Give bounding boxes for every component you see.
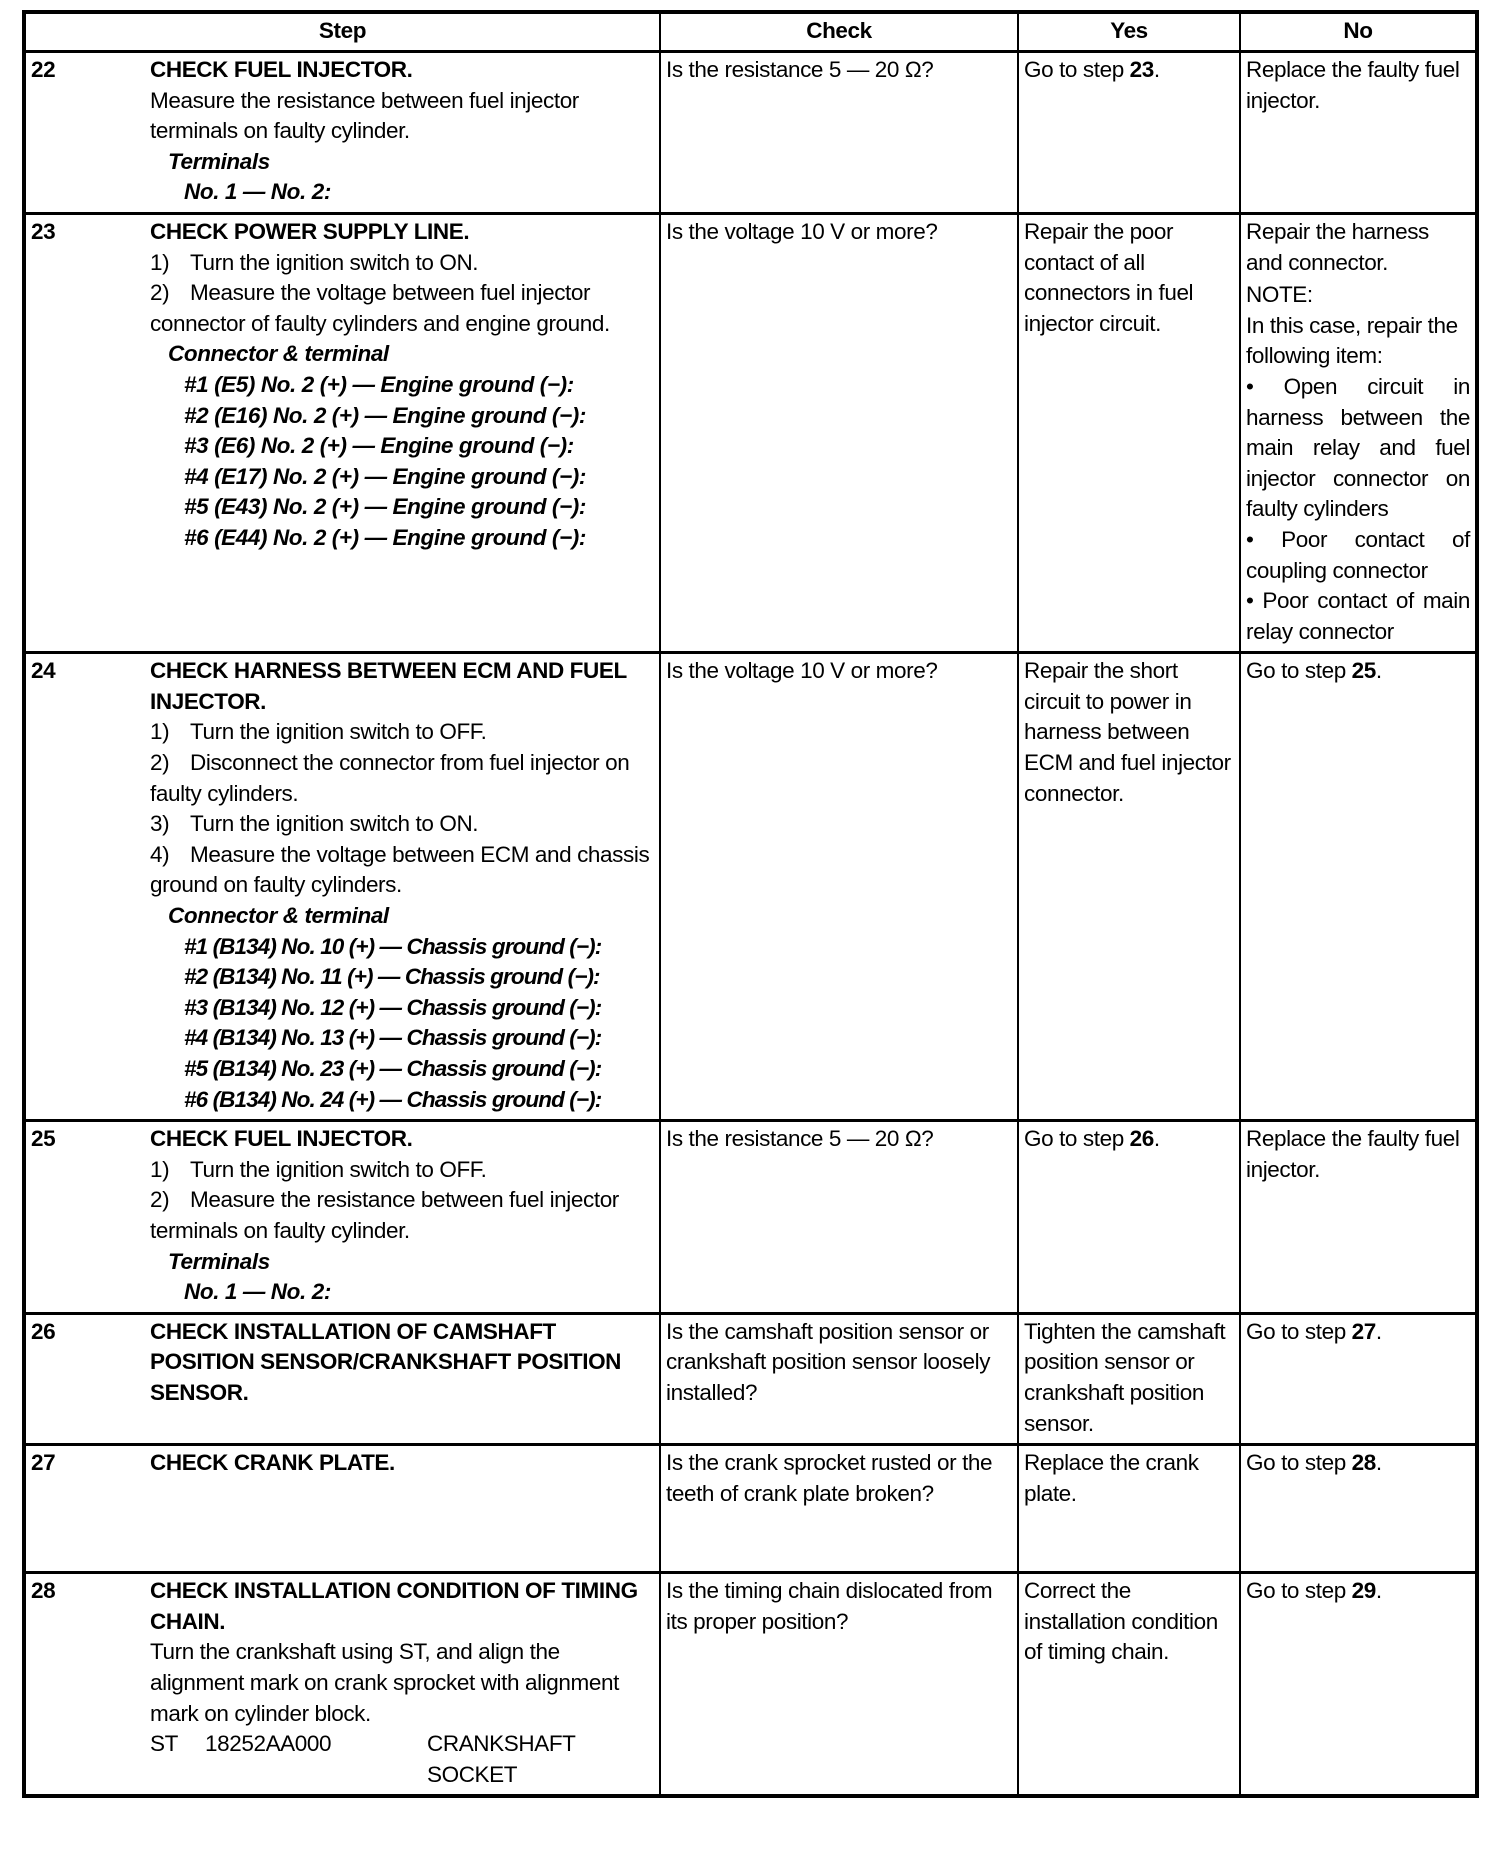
yes-cell: Repair the short circuit to power in harness between ECM and fuel injector connector. xyxy=(1018,653,1240,1121)
yes-cell xyxy=(1018,52,1240,214)
diagnostic-table xyxy=(22,10,1479,1798)
step-instruction-3: 3) Turn the ignition switch to ON. xyxy=(150,811,479,837)
table-row-step-25 xyxy=(24,1121,1477,1314)
yes-cell xyxy=(1018,1121,1240,1314)
step-title: CHECK POWER SUPPLY LINE. xyxy=(150,218,470,244)
check-cell: Is the crank sprocket rusted or the teeth of crank plate broken? xyxy=(660,1445,1018,1573)
step-instruction-2: 2) Measure the resistance between fuel injector terminals on faulty cylinder. xyxy=(150,1187,619,1243)
special-tool-part-number: 18252AA000 xyxy=(205,1731,332,1757)
step-cell xyxy=(24,653,660,1121)
connector-terminal-heading: Connector & terminal xyxy=(168,341,389,367)
table-row-step-22 xyxy=(24,52,1477,214)
step-instruction-1: 1) Turn the ignition switch to OFF. xyxy=(150,719,487,745)
step-number: 27 xyxy=(31,1450,56,1476)
step-ref-link[interactable]: 25 xyxy=(1351,658,1376,684)
terminals-heading: Terminals xyxy=(168,148,270,174)
connector-spec: #5 (E43) No. 2 (+) — Engine ground (−): xyxy=(184,494,586,520)
table-header-row xyxy=(24,12,1477,52)
table-row-step-28 xyxy=(24,1573,1477,1797)
connector-spec: #4 (B134) No. 13 (+) — Chassis ground (−): xyxy=(184,1025,602,1051)
check-cell: Is the resistance 5 — 20 Ω? xyxy=(660,52,1018,214)
no-text-end: . xyxy=(1375,1318,1382,1344)
no-text: Go to step xyxy=(1246,1450,1352,1476)
step-number: 28 xyxy=(31,1578,56,1604)
step-cell xyxy=(24,1313,660,1444)
terminal-spec: No. 1 — No. 2: xyxy=(184,179,331,205)
no-text-end: . xyxy=(1375,658,1382,684)
step-number: 23 xyxy=(31,218,56,244)
connector-spec: #2 (B134) No. 11 (+) — Chassis ground (−): xyxy=(184,964,600,990)
check-cell: Is the voltage 10 V or more? xyxy=(660,213,1018,652)
header-no: No xyxy=(1240,12,1477,52)
step-instruction: Turn the crankshaft using ST, and align the alignment mark on crank sprocket with alignment mark on cylinder block. xyxy=(150,1639,619,1726)
connector-spec: #1 (B134) No. 10 (+) — Chassis ground (−): xyxy=(184,933,602,959)
connector-spec: #4 (E17) No. 2 (+) — Engine ground (−): xyxy=(184,463,586,489)
step-title: CHECK FUEL INJECTOR. xyxy=(150,57,413,82)
step-ref-link[interactable]: 26 xyxy=(1129,1126,1154,1152)
step-title: CHECK FUEL INJECTOR. xyxy=(150,1126,413,1152)
connector-spec: #3 (E6) No. 2 (+) — Engine ground (−): xyxy=(184,433,574,459)
header-yes: Yes xyxy=(1018,12,1240,52)
step-ref-link[interactable]: 23 xyxy=(1129,57,1154,82)
check-cell: Is the voltage 10 V or more? xyxy=(660,653,1018,1121)
header-check: Check xyxy=(660,12,1018,52)
special-tool-code: ST xyxy=(150,1731,178,1757)
yes-text-end: . xyxy=(1153,57,1160,82)
step-instruction-4: 4) Measure the voltage between ECM and chassis ground on faulty cylinders. xyxy=(150,841,650,898)
step-title: CHECK INSTALLATION CONDITION OF TIMING CHAIN. xyxy=(150,1578,638,1634)
step-ref-link[interactable]: 27 xyxy=(1351,1318,1376,1344)
note-label: NOTE: xyxy=(1246,282,1313,308)
terminals-heading: Terminals xyxy=(168,1248,270,1274)
step-cell xyxy=(24,1573,660,1797)
step-instruction-2: 2) Measure the voltage between fuel injector connector of faulty cylinders and engine ground. xyxy=(150,280,610,336)
step-number: 26 xyxy=(31,1318,56,1344)
connector-spec: #6 (E44) No. 2 (+) — Engine ground (−): xyxy=(184,524,586,550)
step-cell xyxy=(24,213,660,652)
note-bullet: • Poor contact of coupling connector xyxy=(1246,526,1470,583)
yes-text: Go to step xyxy=(1024,1126,1130,1152)
step-instruction-2: 2) Disconnect the connector from fuel injector on faulty cylinders. xyxy=(150,750,630,806)
no-text: Go to step xyxy=(1246,1318,1352,1344)
step-number: 25 xyxy=(31,1126,56,1152)
no-text: Go to step xyxy=(1246,1578,1352,1604)
no-text-end: . xyxy=(1375,1578,1382,1604)
yes-cell: Replace the crank plate. xyxy=(1018,1445,1240,1573)
check-cell: Is the timing chain dislocated from its proper position? xyxy=(660,1573,1018,1797)
special-tool-name: CRANKSHAFT SOCKET xyxy=(427,1731,576,1787)
no-cell xyxy=(1240,1313,1477,1444)
no-action: Repair the harness and connector. xyxy=(1246,218,1429,275)
yes-text-end: . xyxy=(1153,1126,1160,1152)
no-cell xyxy=(1240,653,1477,1121)
step-cell xyxy=(24,1121,660,1314)
note-intro: In this case, repair the following item: xyxy=(1246,312,1458,369)
connector-spec: #1 (E5) No. 2 (+) — Engine ground (−): xyxy=(184,371,574,397)
no-cell xyxy=(1240,213,1477,652)
step-number: 22 xyxy=(31,57,56,82)
header-step: Step xyxy=(24,12,660,52)
step-instruction-1: 1) Turn the ignition switch to OFF. xyxy=(150,1156,487,1182)
connector-spec: #5 (B134) No. 23 (+) — Chassis ground (−): xyxy=(184,1056,602,1081)
connector-terminal-heading: Connector & terminal xyxy=(168,903,389,929)
step-title: CHECK HARNESS BETWEEN ECM AND FUEL INJECTOR. xyxy=(150,658,627,714)
note-bullet: • Open circuit in harness between the main relay and fuel injector connector on faulty cylinders xyxy=(1246,373,1470,522)
no-text: Go to step xyxy=(1246,658,1352,684)
table-row-step-24 xyxy=(24,653,1477,1121)
step-title: CHECK INSTALLATION OF CAMSHAFT POSITION SENSOR/CRANKSHAFT POSITION SENSOR. xyxy=(150,1318,622,1405)
no-cell: Replace the faulty fuel injector. xyxy=(1240,52,1477,214)
no-cell: Replace the faulty fuel injector. xyxy=(1240,1121,1477,1314)
yes-cell: Repair the poor contact of all connectors in fuel injector circuit. xyxy=(1018,213,1240,652)
step-ref-link[interactable]: 29 xyxy=(1351,1578,1376,1604)
yes-cell: Tighten the camshaft position sensor or crankshaft position sensor. xyxy=(1018,1313,1240,1444)
step-number: 24 xyxy=(31,658,56,684)
no-text-end: . xyxy=(1375,1450,1382,1476)
yes-text: Go to step xyxy=(1024,57,1130,82)
no-cell xyxy=(1240,1573,1477,1797)
check-cell: Is the resistance 5 — 20 Ω? xyxy=(660,1121,1018,1314)
table-row-step-23 xyxy=(24,213,1477,652)
step-cell xyxy=(24,1445,660,1573)
connector-spec: #6 (B134) No. 24 (+) — Chassis ground (−): xyxy=(184,1086,602,1112)
step-instruction-1: 1) Turn the ignition switch to ON. xyxy=(150,249,479,275)
table-row-step-27 xyxy=(24,1445,1477,1573)
step-ref-link[interactable]: 28 xyxy=(1351,1450,1376,1476)
terminal-spec: No. 1 — No. 2: xyxy=(184,1279,331,1305)
table-row-step-26 xyxy=(24,1313,1477,1444)
connector-spec: #3 (B134) No. 12 (+) — Chassis ground (−): xyxy=(184,994,602,1020)
no-cell xyxy=(1240,1445,1477,1573)
step-instruction: Measure the resistance between fuel injector terminals on faulty cylinder. xyxy=(150,87,579,144)
note-bullet: • Poor contact of main relay connector xyxy=(1246,588,1470,644)
connector-spec: #2 (E16) No. 2 (+) — Engine ground (−): xyxy=(184,402,586,428)
yes-cell: Correct the installation condition of timing chain. xyxy=(1018,1573,1240,1797)
step-cell xyxy=(24,52,660,214)
special-tool-line xyxy=(150,1729,654,1790)
check-cell: Is the camshaft position sensor or crankshaft position sensor loosely installed? xyxy=(660,1313,1018,1444)
diagnostic-procedure-page xyxy=(22,10,1475,1798)
step-title: CHECK CRANK PLATE. xyxy=(150,1450,395,1476)
